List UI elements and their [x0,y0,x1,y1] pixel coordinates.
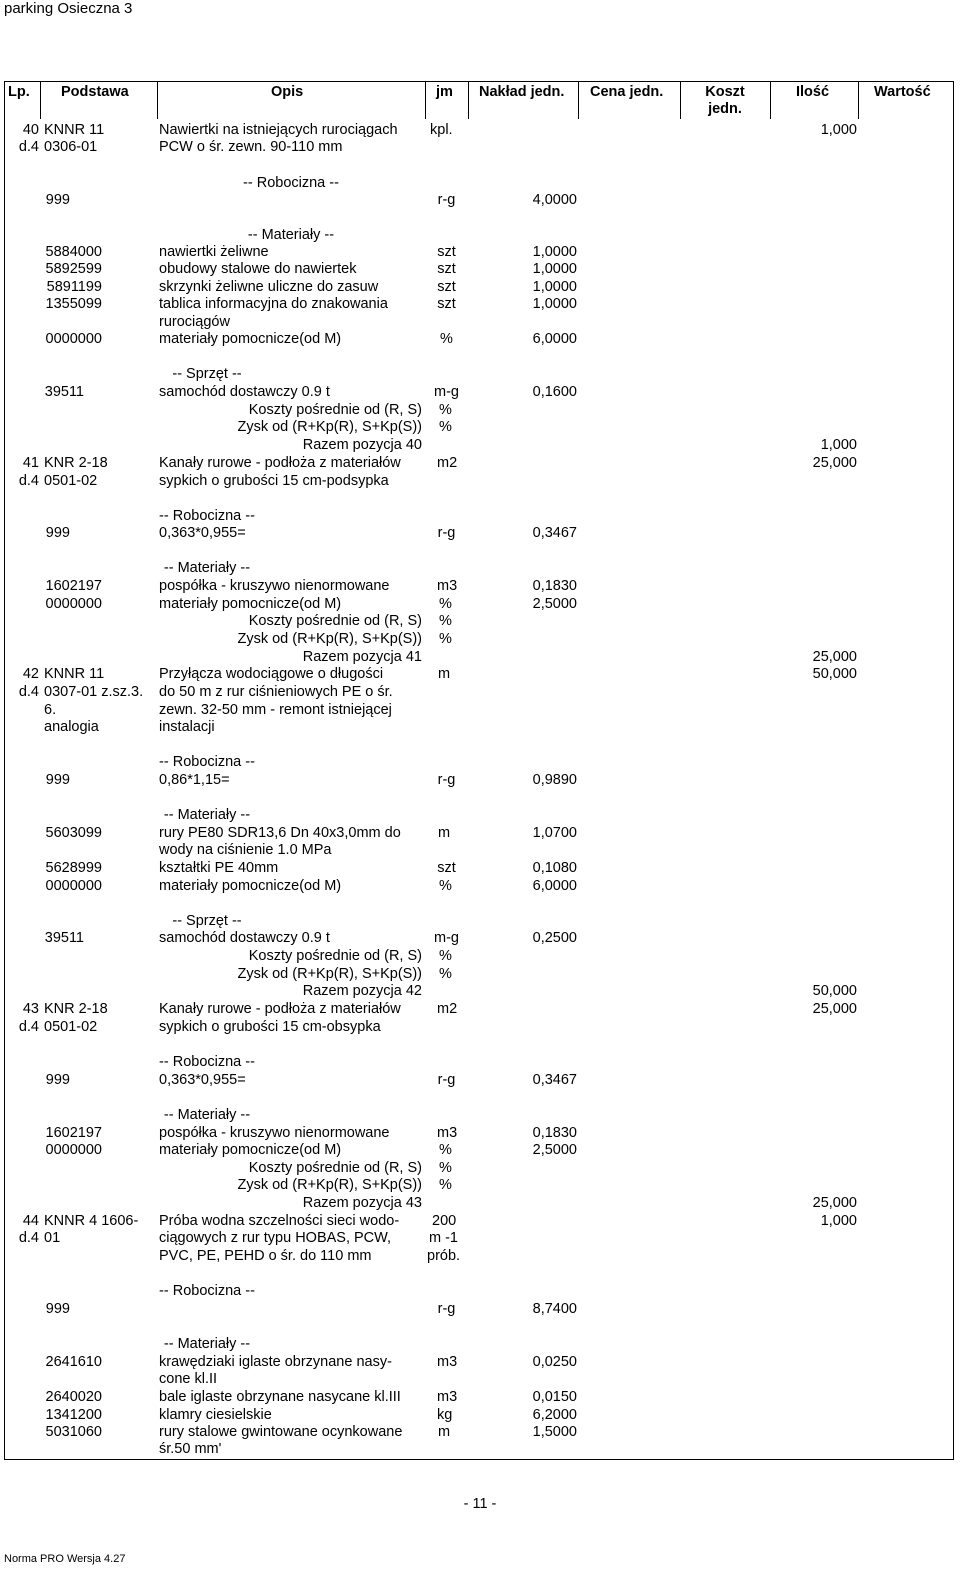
position-40-lp: 40 [22,122,39,138]
header-koszt: Koszt [705,84,745,100]
resource-desc: kształtki PE 40mm [159,860,279,876]
percent-unit: % [439,1177,452,1193]
resource-unit: m3 [437,578,458,594]
position-41-opis: sypkich o grubości 15 cm-podsypka [159,473,389,489]
koszty-posrednie-label: Koszty pośrednie od (R, S) [248,402,422,418]
percent-unit: % [439,613,452,629]
resource-code: 1355099 [45,296,102,312]
position-43-opis: Kanały rurowe - podłoża z materiałów [159,1001,401,1017]
header-opis: Opis [271,84,304,100]
koszty-posrednie-label: Koszty pośrednie od (R, S) [248,613,422,629]
position-43-podstawa: KNR 2-18 [44,1001,108,1017]
resource-code: 1602197 [45,1125,102,1141]
resource-desc: 0,363*0,955= [159,525,246,541]
resource-unit: szt [437,279,456,295]
resource-value: 4,0000 [532,192,577,208]
resource-value: 0,2500 [532,930,577,946]
resource-code: 999 [45,1072,70,1088]
resource-unit: m3 [437,1125,458,1141]
position-42-lp-sub: d.4 [18,684,39,700]
position-42-opis: Przyłącza wodociągowe o długości [159,666,384,682]
resource-value: 1,0000 [532,296,577,312]
position-41-ilosc: 25,000 [812,455,857,471]
resource-unit: kg [437,1407,453,1423]
resource-value: 0,1600 [532,384,577,400]
resource-code: 5628999 [45,860,102,876]
razem-label: Razem pozycja 40 [302,437,422,453]
razem-label: Razem pozycja 41 [302,649,422,665]
resource-unit: m-g [434,930,459,946]
resource-code: 0000000 [45,1142,102,1158]
resource-value: 1,0000 [532,279,577,295]
zysk-label: Zysk od (R+Kp(R), S+Kp(S)) [237,1177,422,1193]
position-42-ilosc: 50,000 [812,666,857,682]
razem-ilosc: 25,000 [812,1195,857,1211]
position-43-lp: 43 [22,1001,39,1017]
resource-unit: szt [437,296,456,312]
resource-unit: r-g [437,772,456,788]
position-44-jm: m -1 [429,1230,458,1246]
position-42-podstawa: 0307-01 z.sz.3. [44,684,144,700]
header-lp: Lp. [8,84,30,100]
resource-value: 0,1830 [532,1125,577,1141]
header-podstawa: Podstawa [61,84,129,100]
resource-code: 5892599 [45,261,102,277]
resource-code: 5603099 [45,825,102,841]
percent-unit: % [439,948,452,964]
resource-value: 0,9890 [532,772,577,788]
position-44-podstawa: 01 [44,1230,61,1246]
resource-desc: krawędziaki iglaste obrzynane nasy- [159,1354,392,1370]
header-naklad: Nakład jedn. [479,84,565,100]
resource-value: 1,0700 [532,825,577,841]
position-42-podstawa: 6. [44,702,57,718]
resource-desc: rurociągów [159,314,230,330]
resource-unit: % [439,596,452,612]
resource-desc: skrzynki żeliwne uliczne do zasuw [159,279,379,295]
header-koszt-2: jedn. [708,101,742,117]
resource-code: 0000000 [45,331,102,347]
resource-desc: rury PE80 SDR13,6 Dn 40x3,0mm do [159,825,401,841]
position-42-opis: instalacji [159,719,215,735]
header-ilosc: Ilość [796,84,830,100]
position-44-podstawa: KNNR 4 1606- [44,1213,139,1229]
resource-value: 8,7400 [532,1301,577,1317]
section-label: -- Materiały -- [163,1107,251,1123]
zysk-label: Zysk od (R+Kp(R), S+Kp(S)) [237,419,422,435]
section-label: -- Sprzęt -- [172,366,242,382]
resource-code: 2641610 [45,1354,102,1370]
zysk-label: Zysk od (R+Kp(R), S+Kp(S)) [237,631,422,647]
resource-desc: samochód dostawczy 0.9 t [159,384,330,400]
section-label: -- Materiały -- [247,227,335,243]
position-40-ilosc: 1,000 [820,122,857,138]
position-44-lp-sub: d.4 [18,1230,39,1246]
position-42-jm: m [438,666,451,682]
resource-code: 39511 [44,384,84,400]
resource-desc: 0,86*1,15= [159,772,230,788]
resource-desc: nawiertki żeliwne [159,244,269,260]
resource-desc: pospółka - kruszywo nienormowane [159,1125,390,1141]
resource-desc: materiały pomocnicze(od M) [159,878,342,894]
resource-desc: pospółka - kruszywo nienormowane [159,578,390,594]
resource-desc: samochód dostawczy 0.9 t [159,930,330,946]
resource-unit: % [440,331,453,347]
position-43-opis: sypkich o grubości 15 cm-obsypka [159,1019,381,1035]
position-42-lp: 42 [22,666,39,682]
position-43-jm: m2 [437,1001,458,1017]
resource-code: 5891199 [46,279,102,295]
position-40-jm: kpl. [430,122,453,138]
razem-label: Razem pozycja 43 [302,1195,422,1211]
page-number: - 11 - [463,1496,497,1512]
resource-value: 1,0000 [532,261,577,277]
resource-unit: r-g [437,525,456,541]
resource-value: 6,0000 [532,331,577,347]
section-label: -- Robocizna -- [159,508,255,524]
section-label: -- Robocizna -- [243,175,339,191]
position-44-lp: 44 [22,1213,39,1229]
position-42-podstawa: analogia [44,719,99,735]
position-43-lp-sub: d.4 [18,1019,39,1035]
resource-desc: obudowy stalowe do nawiertek [159,261,357,277]
resource-desc: śr.50 mm' [159,1441,222,1457]
resource-unit: r-g [437,1072,456,1088]
resource-unit: % [439,1142,452,1158]
position-40-opis: PCW o śr. zewn. 90-110 mm [159,139,343,155]
section-label: -- Materiały -- [163,560,251,576]
razem-label: Razem pozycja 42 [302,983,422,999]
resource-unit: m3 [437,1389,458,1405]
resource-unit: szt [437,860,456,876]
resource-code: 999 [45,192,70,208]
resource-desc: wody na ciśnienie 1.0 MPa [159,842,332,858]
position-41-jm: m2 [437,455,458,471]
resource-unit: r-g [437,192,456,208]
resource-unit: % [439,878,452,894]
section-label: -- Materiały -- [163,807,251,823]
position-41-podstawa: 0501-02 [44,473,98,489]
resource-desc: bale iglaste obrzynane nasycane kl.III [159,1389,401,1405]
resource-code: 2640020 [45,1389,102,1405]
position-42-opis: do 50 m z rur ciśnieniowych PE o śr. [159,684,393,700]
position-43-podstawa: 0501-02 [44,1019,98,1035]
resource-unit: szt [437,244,456,260]
header-wartosc: Wartość [874,84,931,100]
resource-code: 999 [45,525,70,541]
percent-unit: % [439,402,452,418]
resource-desc: materiały pomocnicze(od M) [159,1142,342,1158]
section-label: -- Materiały -- [163,1336,251,1352]
resource-desc: 0,363*0,955= [159,1072,246,1088]
razem-ilosc: 1,000 [820,437,857,453]
position-41-lp-sub: d.4 [18,473,39,489]
percent-unit: % [439,419,452,435]
resource-value: 1,5000 [532,1424,577,1440]
resource-code: 1341200 [45,1407,102,1423]
position-44-jm: 200 [432,1213,457,1229]
resource-value: 0,3467 [532,1072,577,1088]
resource-unit: m [438,825,451,841]
position-40-opis: Nawiertki na istniejących rurociągach [159,122,398,138]
position-44-opis: Próba wodna szczelności sieci wodo- [159,1213,400,1229]
resource-unit: m [438,1424,451,1440]
resource-value: 2,5000 [532,1142,577,1158]
resource-code: 39511 [44,930,84,946]
resource-desc: cone kl.II [159,1371,218,1387]
section-label: -- Robocizna -- [159,1054,255,1070]
resource-unit: szt [437,261,456,277]
resource-desc: klamry ciesielskie [159,1407,272,1423]
resource-code: 0000000 [45,596,102,612]
resource-code: 999 [45,772,70,788]
section-label: -- Robocizna -- [159,754,255,770]
position-40-lp-sub: d.4 [18,139,39,155]
koszty-posrednie-label: Koszty pośrednie od (R, S) [248,1160,422,1176]
resource-value: 0,0250 [532,1354,577,1370]
resource-value: 6,0000 [532,878,577,894]
resource-desc: materiały pomocnicze(od M) [159,331,342,347]
header-jm: jm [436,84,453,100]
resource-desc: tablica informacyjna do znakowania [159,296,388,312]
razem-ilosc: 25,000 [812,649,857,665]
header-cena: Cena jedn. [590,84,664,100]
percent-unit: % [439,631,452,647]
resource-code: 0000000 [45,878,102,894]
position-44-ilosc: 1,000 [820,1213,857,1229]
resource-unit: m3 [437,1354,458,1370]
document-title: parking Osieczna 3 [4,0,133,17]
resource-value: 0,0150 [532,1389,577,1405]
position-41-lp: 41 [22,455,39,471]
section-label: -- Sprzęt -- [172,913,242,929]
resource-value: 1,0000 [532,244,577,260]
resource-value: 0,1080 [532,860,577,876]
percent-unit: % [439,1160,452,1176]
header-top-border [4,81,954,82]
position-42-opis: zewn. 32-50 mm - remont istniejącej [159,702,392,718]
resource-code: 5884000 [45,244,102,260]
position-40-podstawa: KNNR 11 [44,122,105,138]
koszty-posrednie-label: Koszty pośrednie od (R, S) [248,948,422,964]
resource-value: 0,3467 [532,525,577,541]
position-44-opis: PVC, PE, PEHD o śr. do 110 mm [159,1248,372,1264]
position-41-podstawa: KNR 2-18 [44,455,108,471]
resource-value: 6,2000 [532,1407,577,1423]
resource-code: 1602197 [45,578,102,594]
resource-code: 5031060 [45,1424,102,1440]
resource-value: 2,5000 [532,596,577,612]
resource-desc: materiały pomocnicze(od M) [159,596,342,612]
table-right-border [953,81,954,1460]
table-bottom-border [4,1459,954,1460]
resource-code: 999 [45,1301,70,1317]
resource-unit: m-g [434,384,459,400]
razem-ilosc: 50,000 [812,983,857,999]
position-43-ilosc: 25,000 [812,1001,857,1017]
resource-desc: rury stalowe gwintowane ocynkowane [159,1424,403,1440]
section-label: -- Robocizna -- [159,1283,255,1299]
resource-value: 0,1830 [532,578,577,594]
position-44-jm: prób. [427,1248,461,1264]
position-44-opis: ciągowych z rur typu HOBAS, PCW, [159,1230,392,1246]
footer-software: Norma PRO Wersja 4.27 [4,1553,126,1565]
position-40-podstawa: 0306-01 [44,139,98,155]
position-42-podstawa: KNNR 11 [44,666,105,682]
position-41-opis: Kanały rurowe - podłoża z materiałów [159,455,401,471]
resource-unit: r-g [437,1301,456,1317]
percent-unit: % [439,966,452,982]
zysk-label: Zysk od (R+Kp(R), S+Kp(S)) [237,966,422,982]
